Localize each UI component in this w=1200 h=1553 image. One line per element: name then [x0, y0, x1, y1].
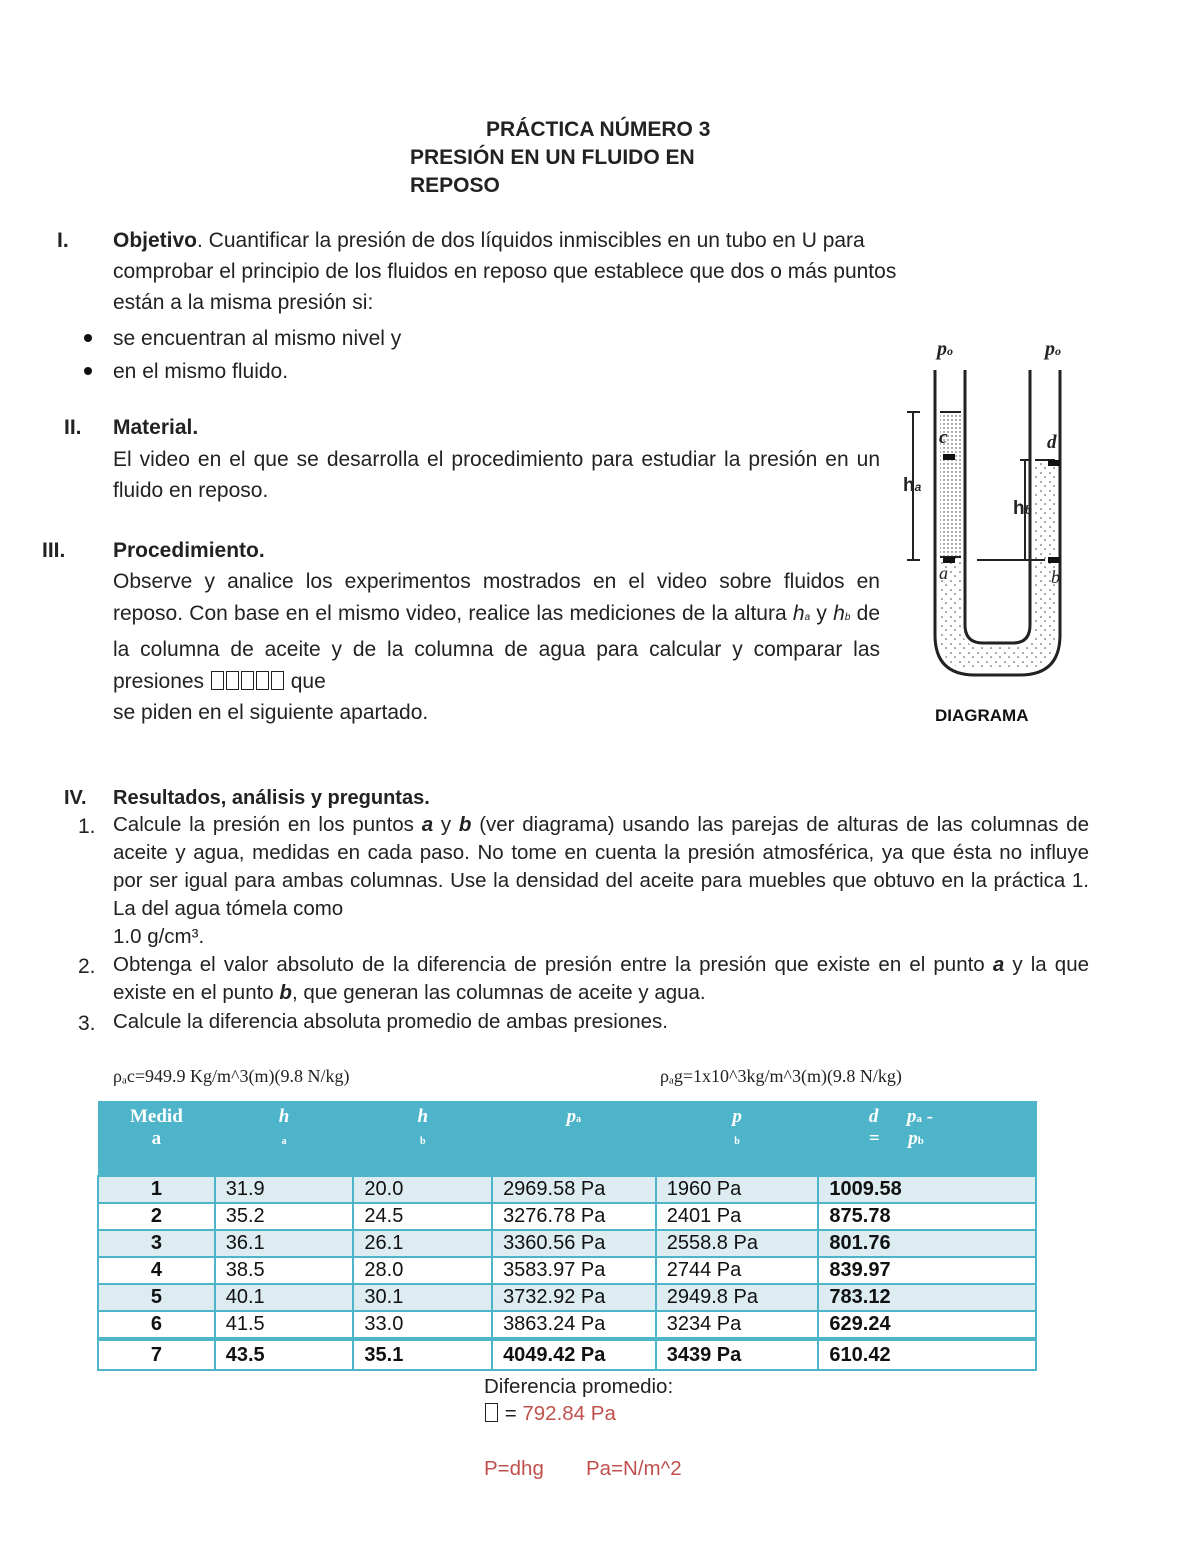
point-d-label: d	[1047, 432, 1057, 453]
cell-pb: 2744 Pa	[656, 1257, 819, 1284]
table-row	[98, 1230, 1036, 1257]
table-row	[98, 1203, 1036, 1230]
cell-hb: 24.5	[353, 1203, 492, 1230]
cell-measurement: 2	[98, 1203, 215, 1230]
objective-bullet-2: en el mismo fluido.	[113, 360, 289, 383]
cell-difference: 629.24	[818, 1311, 1036, 1339]
cell-hb: 30.1	[353, 1284, 492, 1311]
cell-measurement: 1	[98, 1176, 215, 1203]
item-number-2: 2.	[78, 955, 96, 978]
missing-glyph-icon	[241, 671, 254, 690]
point-b-label: b	[1051, 567, 1060, 587]
section-numeral-iii: III.	[42, 539, 66, 562]
cell-measurement: 7	[98, 1339, 215, 1370]
item-number-1: 1.	[78, 815, 96, 838]
title-line-3: REPOSO	[410, 174, 500, 197]
point-a-label: a	[939, 563, 948, 583]
cell-pa: 3583.97 Pa	[492, 1257, 656, 1284]
results-item-3: Calcule la diferencia absoluta promedio de ambas presiones.	[113, 1010, 668, 1033]
cell-ha: 36.1	[215, 1230, 354, 1257]
cell-ha: 38.5	[215, 1257, 354, 1284]
cell-pa: 3863.24 Pa	[492, 1311, 656, 1339]
procedure-and: y	[816, 602, 827, 625]
cell-hb: 26.1	[353, 1230, 492, 1257]
table-row	[98, 1176, 1036, 1203]
diagram-caption: DIAGRAMA	[935, 706, 1029, 725]
results-item-1-end: 1.0 g/cm³.	[113, 925, 205, 948]
procedure-text-2: de la columna de aceite y de la columna de agua para calcular y comparar las presiones	[113, 602, 881, 693]
results-item-2: Obtenga el valor absoluto de la diferencia de presión entre la presión que existe en el punto a y la que existe en el punto b, que generan las columnas de aceite y agua.	[113, 953, 1090, 1004]
objective-line-3: están a la misma presión si:	[113, 291, 374, 314]
hb-label: hb	[1013, 498, 1032, 519]
cell-measurement: 3	[98, 1230, 215, 1257]
objective-line-2: comprobar el principio de los fluidos en reposo que establece que dos o más puntos	[113, 260, 897, 283]
objective-bullet-1: se encuentran al mismo nivel y	[113, 327, 402, 350]
cell-ha: 31.9	[215, 1176, 354, 1203]
cell-ha: 43.5	[215, 1339, 354, 1370]
cell-hb: 33.0	[353, 1311, 492, 1339]
header-pb: p b	[656, 1102, 819, 1177]
point-c-label: c	[939, 427, 948, 448]
point-c-marker	[943, 454, 955, 460]
item-number-3: 3.	[78, 1012, 96, 1035]
section-numeral-ii: II.	[64, 416, 82, 439]
table-header-row	[98, 1102, 1036, 1177]
cell-difference: 1009.58	[818, 1176, 1036, 1203]
cell-pb: 3439 Pa	[656, 1339, 819, 1370]
procedure-label: Procedimiento.	[113, 539, 265, 562]
po-right-label: po	[1045, 338, 1061, 360]
header-difference: d pa - = pb	[818, 1102, 1036, 1177]
header-pa: pa	[492, 1102, 656, 1177]
cell-pa: 3732.92 Pa	[492, 1284, 656, 1311]
cell-ha: 41.5	[215, 1311, 354, 1339]
material-text: El video en el que se desarrolla el procedimiento para estudiar la presión en un fluido en reposo.	[113, 448, 880, 502]
point-d-marker	[1048, 460, 1060, 466]
cell-hb: 20.0	[353, 1176, 492, 1203]
title-line-1: PRÁCTICA NÚMERO 3	[486, 118, 711, 141]
average-difference-label: Diferencia promedio:	[484, 1375, 674, 1398]
cell-pb: 1960 Pa	[656, 1176, 819, 1203]
cell-hb: 28.0	[353, 1257, 492, 1284]
point-b-marker	[1048, 557, 1060, 563]
cell-ha: 40.1	[215, 1284, 354, 1311]
u-tube-drawing	[895, 335, 1095, 730]
average-difference-result: = 792.84 Pa	[484, 1400, 616, 1428]
procedure-text-3: que	[290, 670, 326, 693]
header-hb: h b	[353, 1102, 492, 1177]
height-a-symbol: ha	[792, 602, 811, 625]
cell-ha: 35.2	[215, 1203, 354, 1230]
procedure-text	[113, 566, 880, 698]
procedure-text-4: se piden en el siguiente apartado.	[113, 701, 429, 724]
title-line-2: PRESIÓN EN UN FLUIDO EN	[410, 146, 695, 169]
cell-pa: 4049.42 Pa	[492, 1339, 656, 1370]
cell-pb: 3234 Pa	[656, 1311, 819, 1339]
bullet-dot	[84, 367, 92, 375]
pressure-formula: P=dhg	[484, 1457, 544, 1480]
cell-difference: 783.12	[818, 1284, 1036, 1311]
oil-pressure-formula: ρₐc=949.9 Kg/m^3(m)(9.8 N/kg)	[113, 1066, 350, 1086]
average-difference-value: 792.84 Pa	[522, 1402, 616, 1425]
missing-glyph-icon	[211, 671, 224, 690]
cell-measurement: 5	[98, 1284, 215, 1311]
header-ha: h a	[215, 1102, 354, 1177]
cell-pa: 2969.58 Pa	[492, 1176, 656, 1203]
table-row	[98, 1284, 1036, 1311]
results-item-1: Calcule la presión en los puntos a y b (ver diagrama) usando las parejas de alturas de las columnas de aceite y agua, medidas en cada paso. No tome en cuenta la presión atmosférica, ya que ésta no influye por ser igual para ambas columnas. Use la densidad del aceite para muebles que obtuvo en la práctica 1. La del agua tómela como	[113, 813, 1089, 920]
table-row-total	[98, 1339, 1036, 1370]
cell-difference: 839.97	[818, 1257, 1036, 1284]
cell-difference: 610.42	[818, 1339, 1036, 1370]
material-label: Material.	[113, 416, 199, 439]
objective-paragraph	[113, 225, 1033, 318]
cell-pa: 3360.56 Pa	[492, 1230, 656, 1257]
section-numeral-i: I.	[57, 229, 69, 252]
objective-label: Objetivo	[113, 229, 198, 252]
table-row	[98, 1311, 1036, 1339]
missing-glyph-icon	[485, 1403, 498, 1422]
cell-difference: 875.78	[818, 1203, 1036, 1230]
po-left-label: po	[937, 338, 953, 360]
height-b-symbol: hb	[833, 602, 851, 625]
cell-measurement: 4	[98, 1257, 215, 1284]
missing-glyph-icon	[271, 671, 284, 690]
header-measurement: Medid a	[98, 1102, 215, 1177]
cell-pb: 2558.8 Pa	[656, 1230, 819, 1257]
section-numeral-iv: IV.	[64, 787, 87, 809]
cell-pb: 2401 Pa	[656, 1203, 819, 1230]
results-label: Resultados, análisis y preguntas.	[113, 787, 430, 809]
cell-difference: 801.76	[818, 1230, 1036, 1257]
missing-glyph-icon	[256, 671, 269, 690]
cell-pa: 3276.78 Pa	[492, 1203, 656, 1230]
u-tube-diagram	[895, 335, 1095, 730]
pascal-definition: Pa=N/m^2	[586, 1457, 682, 1480]
bullet-dot	[84, 334, 92, 342]
objective-line-1: . Cuantificar la presión de dos líquidos inmiscibles en un tubo en U para	[197, 229, 865, 252]
cell-hb: 35.1	[353, 1339, 492, 1370]
results-table	[97, 1101, 1037, 1371]
water-pressure-formula: ρₐg=1x10^3kg/m^3(m)(9.8 N/kg)	[660, 1066, 902, 1086]
missing-glyph-icon	[226, 671, 239, 690]
cell-pb: 2949.8 Pa	[656, 1284, 819, 1311]
procedure-text-1: Observe y analice los experimentos mostrados en el video sobre fluidos en reposo. Con base en el mismo video, realice las mediciones de la altura	[113, 570, 880, 625]
cell-measurement: 6	[98, 1311, 215, 1339]
table-row	[98, 1257, 1036, 1284]
ha-label: ha	[903, 475, 922, 496]
